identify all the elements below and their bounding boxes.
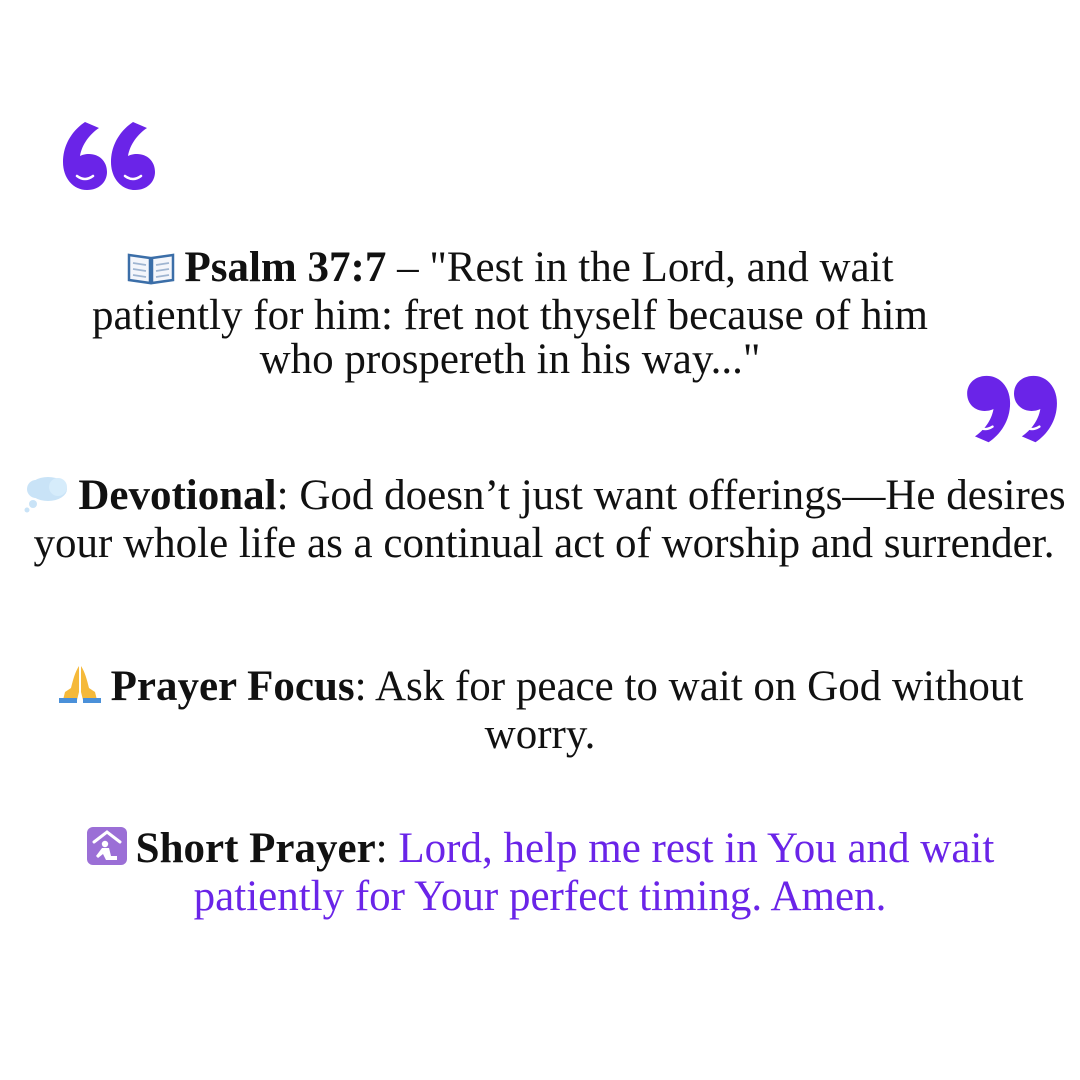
devotional-text: God doesn’t just want offerings—He desires your whole life as a continual act of worship and surrender. <box>33 472 1066 567</box>
close-quote-icon <box>965 370 1063 452</box>
thought-bubble-icon <box>22 475 70 522</box>
short-prayer-label: Short Prayer <box>135 825 376 872</box>
prayer-focus-text: Ask for peace to wait on God without worry. <box>374 663 1024 758</box>
verse-separator: – <box>386 244 430 291</box>
verse-reference: Psalm 37:7 <box>184 244 387 291</box>
prayer-focus-colon: : <box>354 663 375 710</box>
devotional-block <box>10 474 1078 566</box>
short-prayer-block <box>40 826 1040 919</box>
prayer-focus-label: Prayer Focus <box>110 663 355 710</box>
devotional-colon: : <box>276 472 300 519</box>
short-prayer-colon: : <box>375 825 399 872</box>
short-prayer-text: Lord, help me rest in You and wait patiently for Your perfect timing. Amen. <box>193 825 995 920</box>
open-quote-icon <box>55 112 155 202</box>
open-book-icon <box>126 249 176 294</box>
prayer-focus-block <box>0 662 1080 757</box>
devotional-label: Devotional <box>78 472 277 519</box>
folded-hands-icon <box>57 662 103 713</box>
verse-text: "Rest in the Lord, and wait patiently for him: fret not thyself because of him who prospereth in his way..." <box>92 244 928 383</box>
verse-block <box>60 246 960 382</box>
place-of-worship-icon <box>86 826 128 875</box>
